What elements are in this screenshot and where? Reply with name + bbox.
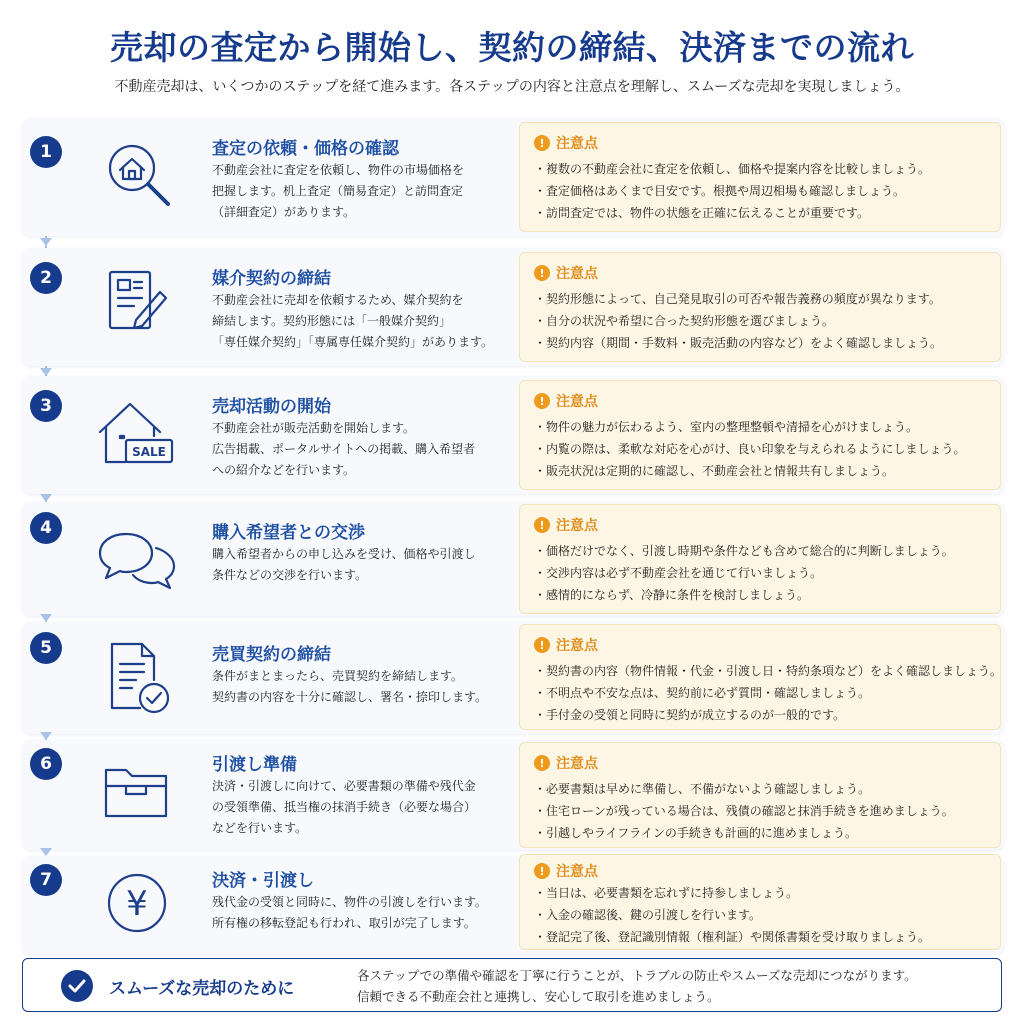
step-number: 2 <box>30 262 62 294</box>
caution-item: ・ 交渉内容は必ず不動産会社を通じて行いましょう。 <box>534 562 986 584</box>
caution-item: ・ 査定価格はあくまで目安です。根拠や周辺相場も確認しましょう。 <box>534 180 986 202</box>
contract-pen-icon <box>96 262 178 344</box>
caution-item: ・ 価格だけでなく、引渡し時期や条件なども含めて総合的に判断しましょう。 <box>534 540 986 562</box>
timeline-arrow <box>40 732 52 740</box>
exclamation-icon: ! <box>534 637 550 653</box>
step-number: 6 <box>30 748 62 780</box>
step-title: 引渡し準備 <box>212 755 297 775</box>
page-subtitle: 不動産売却は、いくつかのステップを経て進みます。各ステップの内容と注意点を理解し、スムーズな売却を実現しましょう。 <box>114 79 910 95</box>
caution-item: ・ 登記完了後、登記識別情報（権利証）や関係書類を受け取りましょう。 <box>534 926 986 948</box>
step-description: 不動産会社に査定を依頼し、物件の市場価格を 把握します。机上査定（簡易査定）と訪問査定 （詳細査定）があります。 <box>212 163 465 219</box>
document-check-icon <box>96 636 178 718</box>
svg-text:¥: ¥ <box>126 884 148 924</box>
step-description: 決済・引渡しに向けて、必要書類の準備や残代金 の受領準備、抵当権の抹消手続き（必要な場合） などを行います。 <box>212 779 477 835</box>
caution-item: ・ 入金の確認後、鍵の引渡しを行います。 <box>534 904 986 926</box>
summary-title: スムーズな売却のために <box>109 979 295 999</box>
step-description: 不動産会社が販売活動を開始します。 広告掲載、ポータルサイトへの掲載、購入希望者 への紹介などを行います。 <box>212 421 476 477</box>
step-4 <box>22 502 1004 616</box>
caution-item: ・ 契約内容（期間・手数料・販売活動の内容など）をよく確認しましょう。 <box>534 332 986 354</box>
step-title: 売却活動の開始 <box>212 397 331 417</box>
step-number: 4 <box>30 512 62 544</box>
timeline-arrow <box>40 614 52 622</box>
caution-box <box>519 380 1001 490</box>
step-title: 購入希望者との交渉 <box>212 523 365 543</box>
step-3 <box>22 376 1004 494</box>
house-search-icon <box>96 132 178 214</box>
caution-item: ・ 販売状況は定期的に確認し、不動産会社と情報共有しましょう。 <box>534 460 986 482</box>
caution-label: 注意点 <box>556 394 598 410</box>
caution-item: ・ 引越しやライフラインの手続きも計画的に進めましょう。 <box>534 822 986 844</box>
caution-label: 注意点 <box>556 266 598 282</box>
step-description: 残代金の受領と同時に、物件の引渡しを行います。 所有権の移転登記も行われ、取引が完了します。 <box>212 895 488 930</box>
step-7 <box>22 856 1004 954</box>
caution-item: ・ 不明点や不安な点は、契約前に必ず質問・確認しましょう。 <box>534 682 986 704</box>
exclamation-icon: ! <box>534 135 550 151</box>
caution-label: 注意点 <box>556 864 598 880</box>
caution-box <box>519 742 1001 848</box>
timeline-arrow <box>40 368 52 376</box>
caution-item: ・ 契約書の内容（物件情報・代金・引渡し日・特約条項など）をよく確認しましょう。 <box>534 660 986 682</box>
step-title: 決済・引渡し <box>212 871 314 891</box>
step-5 <box>22 622 1004 734</box>
step-title: 媒介契約の締結 <box>212 269 331 289</box>
step-description: 購入希望者からの申し込みを受け、価格や引渡し 条件などの交渉を行います。 <box>212 547 476 582</box>
caution-item: ・ 内覧の際は、柔軟な対応を心がけ、良い印象を与えられるようにしましょう。 <box>534 438 986 460</box>
house-sale-icon <box>96 392 178 474</box>
caution-item: ・ 契約形態によって、自己発見取引の可否や報告義務の頻度が異なります。 <box>534 288 986 310</box>
caution-box <box>519 122 1001 232</box>
exclamation-icon: ! <box>534 863 550 879</box>
summary-text: 各ステップでの準備や確認を丁寧に行うことが、トラブルの防止やスムーズな売却につながります。 信頼できる不動産会社と連携し、安心して取引を進めましょう。 <box>357 968 917 1004</box>
step-number: 7 <box>30 864 62 896</box>
exclamation-icon: ! <box>534 517 550 533</box>
caution-item: ・ 自分の状況や希望に合った契約形態を選びましょう。 <box>534 310 986 332</box>
caution-item: ・ 複数の不動産会社に査定を依頼し、価格や提案内容を比較しましょう。 <box>534 158 986 180</box>
step-1 <box>22 118 1004 236</box>
folder-icon <box>96 752 178 834</box>
caution-label: 注意点 <box>556 756 598 772</box>
caution-label: 注意点 <box>556 518 598 534</box>
exclamation-icon: ! <box>534 755 550 771</box>
caution-label: 注意点 <box>556 638 598 654</box>
caution-box <box>519 624 1001 730</box>
step-number: 3 <box>30 390 62 422</box>
step-number: 5 <box>30 632 62 664</box>
caution-item: ・ 感情的にならず、冷静に条件を検討しましょう。 <box>534 584 986 606</box>
summary-box <box>22 958 1002 1012</box>
exclamation-icon: ! <box>534 393 550 409</box>
yen-coin-icon <box>96 862 178 944</box>
caution-box <box>519 252 1001 362</box>
timeline-arrow <box>40 238 52 246</box>
step-description: 条件がまとまったら、売買契約を締結します。 契約書の内容を十分に確認し、署名・捺印します。 <box>212 669 488 704</box>
check-circle-icon <box>61 970 93 1002</box>
step-title: 査定の依頼・価格の確認 <box>212 139 399 159</box>
caution-item: ・ 手付金の受領と同時に契約が成立するのが一般的です。 <box>534 704 986 726</box>
exclamation-icon: ! <box>534 265 550 281</box>
caution-item: ・ 訪問査定では、物件の状態を正確に伝えることが重要です。 <box>534 202 986 224</box>
step-6 <box>22 740 1004 850</box>
caution-item: ・ 当日は、必要書類を忘れずに持参しましょう。 <box>534 882 986 904</box>
caution-box <box>519 854 1001 950</box>
caution-item: ・ 住宅ローンが残っている場合は、残債の確認と抹消手続きを進めましょう。 <box>534 800 986 822</box>
step-2 <box>22 248 1004 366</box>
timeline-arrow <box>40 494 52 502</box>
timeline-arrow <box>40 848 52 856</box>
step-title: 売買契約の締結 <box>212 645 331 665</box>
step-number: 1 <box>30 136 62 168</box>
caution-item: ・ 物件の魅力が伝わるよう、室内の整理整頓や清掃を心がけましょう。 <box>534 416 986 438</box>
caution-item: ・ 必要書類は早めに準備し、不備がないよう確認しましょう。 <box>534 778 986 800</box>
svg-text:SALE: SALE <box>132 445 166 459</box>
caution-label: 注意点 <box>556 136 598 152</box>
page-title: 売却の査定から開始し、契約の締結、決済までの流れ <box>110 28 914 67</box>
speech-bubbles-icon <box>96 516 178 598</box>
caution-box <box>519 504 1001 614</box>
step-description: 不動産会社に売却を依頼するため、媒介契約を 締結します。契約形態には「一般媒介契約」 「専任媒介契約」「専属専任媒介契約」があります。 <box>212 293 494 349</box>
